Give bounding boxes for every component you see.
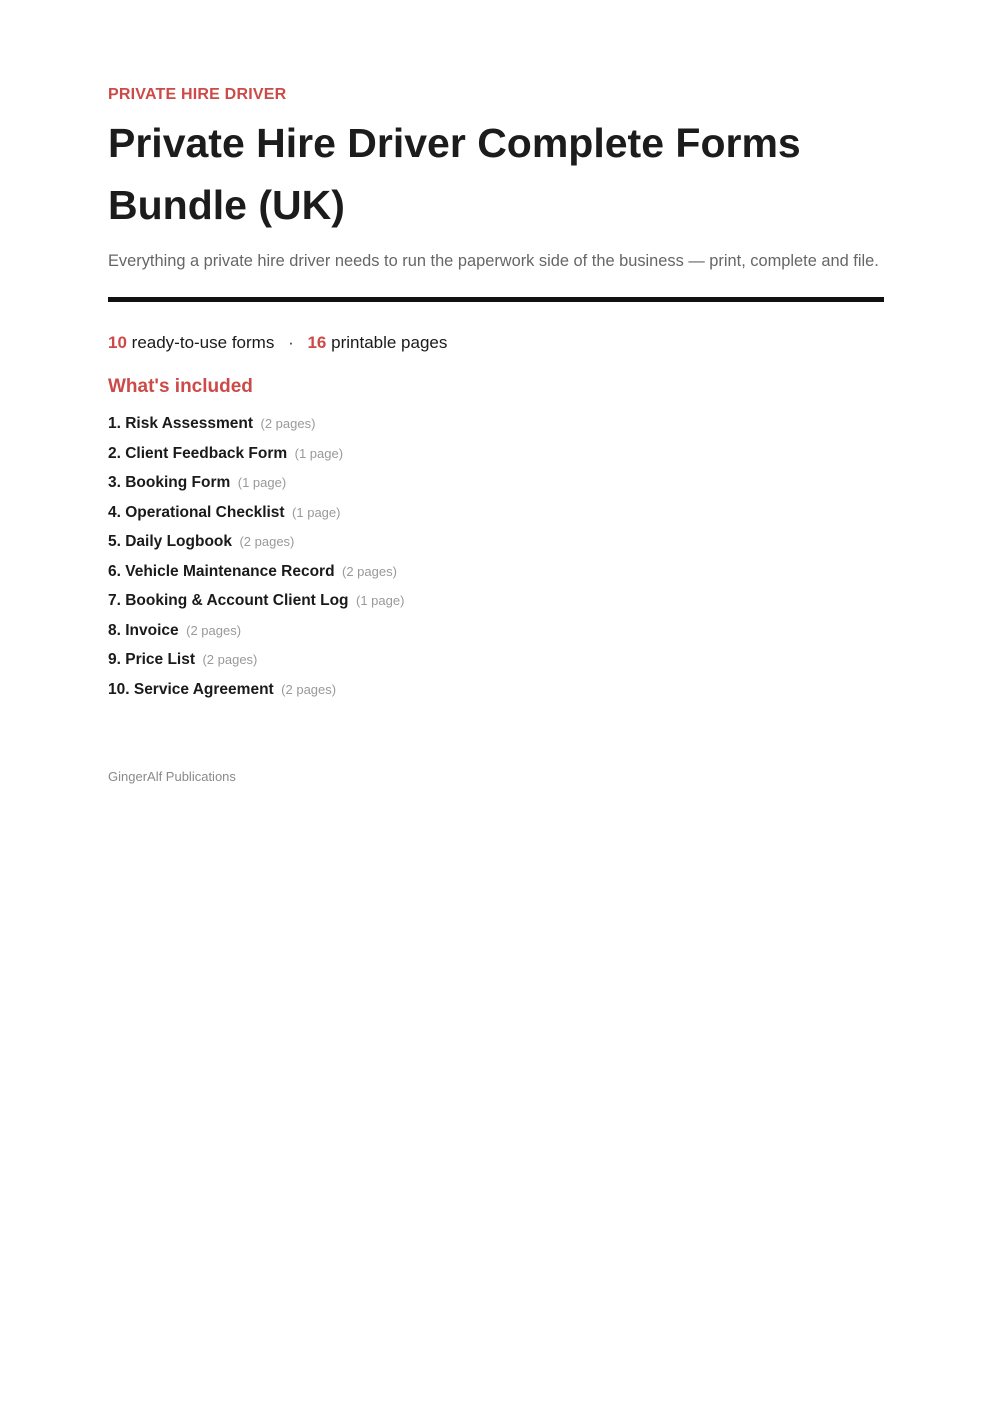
list-item (108, 443, 404, 473)
form-title: 8. Invoice (108, 621, 179, 639)
page-subtitle: Everything a private hire driver needs to run the paperwork side of the business — print, complete and file. (108, 252, 879, 270)
included-heading: What's included (108, 376, 253, 397)
form-title: 9. Price List (108, 651, 196, 668)
list-item (108, 649, 404, 679)
list-item (108, 472, 404, 502)
form-page-count: (2 pages) (342, 563, 397, 579)
bundle-stats (108, 332, 447, 354)
form-page-count: (1 page) (294, 445, 344, 461)
form-page-count: (1 page) (355, 593, 405, 608)
form-page-count: (2 pages) (202, 652, 258, 667)
forms-count: 10 (108, 333, 127, 352)
form-title: 7. Booking & Account Client Log (108, 592, 349, 609)
form-title: 1. Risk Assessment (108, 415, 254, 432)
stats-separator: · (288, 333, 294, 352)
form-title: 2. Client Feedback Form (108, 444, 288, 462)
list-item (108, 413, 404, 443)
list-item (108, 561, 404, 591)
forms-label: ready-to-use forms (131, 333, 275, 352)
pages-count: 16 (307, 333, 327, 352)
form-page-count: (2 pages) (260, 416, 316, 431)
list-item (108, 531, 404, 561)
pages-label: printable pages (331, 333, 448, 352)
form-page-count: (2 pages) (186, 622, 242, 638)
page-title: Private Hire Driver Complete Forms Bundle (UK) (108, 120, 801, 228)
category-eyebrow: PRIVATE HIRE DRIVER (108, 86, 287, 103)
form-title: 10. Service Agreement (108, 680, 274, 698)
form-title: 6. Vehicle Maintenance Record (108, 562, 335, 580)
form-title: 5. Daily Logbook (108, 533, 233, 550)
form-title: 3. Booking Form (108, 474, 231, 491)
form-title: 4. Operational Checklist (108, 503, 285, 521)
list-item (108, 502, 404, 532)
header-divider (108, 297, 884, 302)
list-item (108, 679, 404, 709)
form-page-count: (1 page) (237, 475, 287, 490)
list-item (108, 590, 404, 620)
form-page-count: (1 page) (292, 504, 341, 520)
form-page-count: (2 pages) (281, 681, 337, 697)
form-page-count: (2 pages) (239, 534, 295, 549)
included-forms-list (108, 413, 404, 708)
list-item (108, 620, 404, 650)
publisher-name: GingerAlf Publications (108, 769, 236, 784)
